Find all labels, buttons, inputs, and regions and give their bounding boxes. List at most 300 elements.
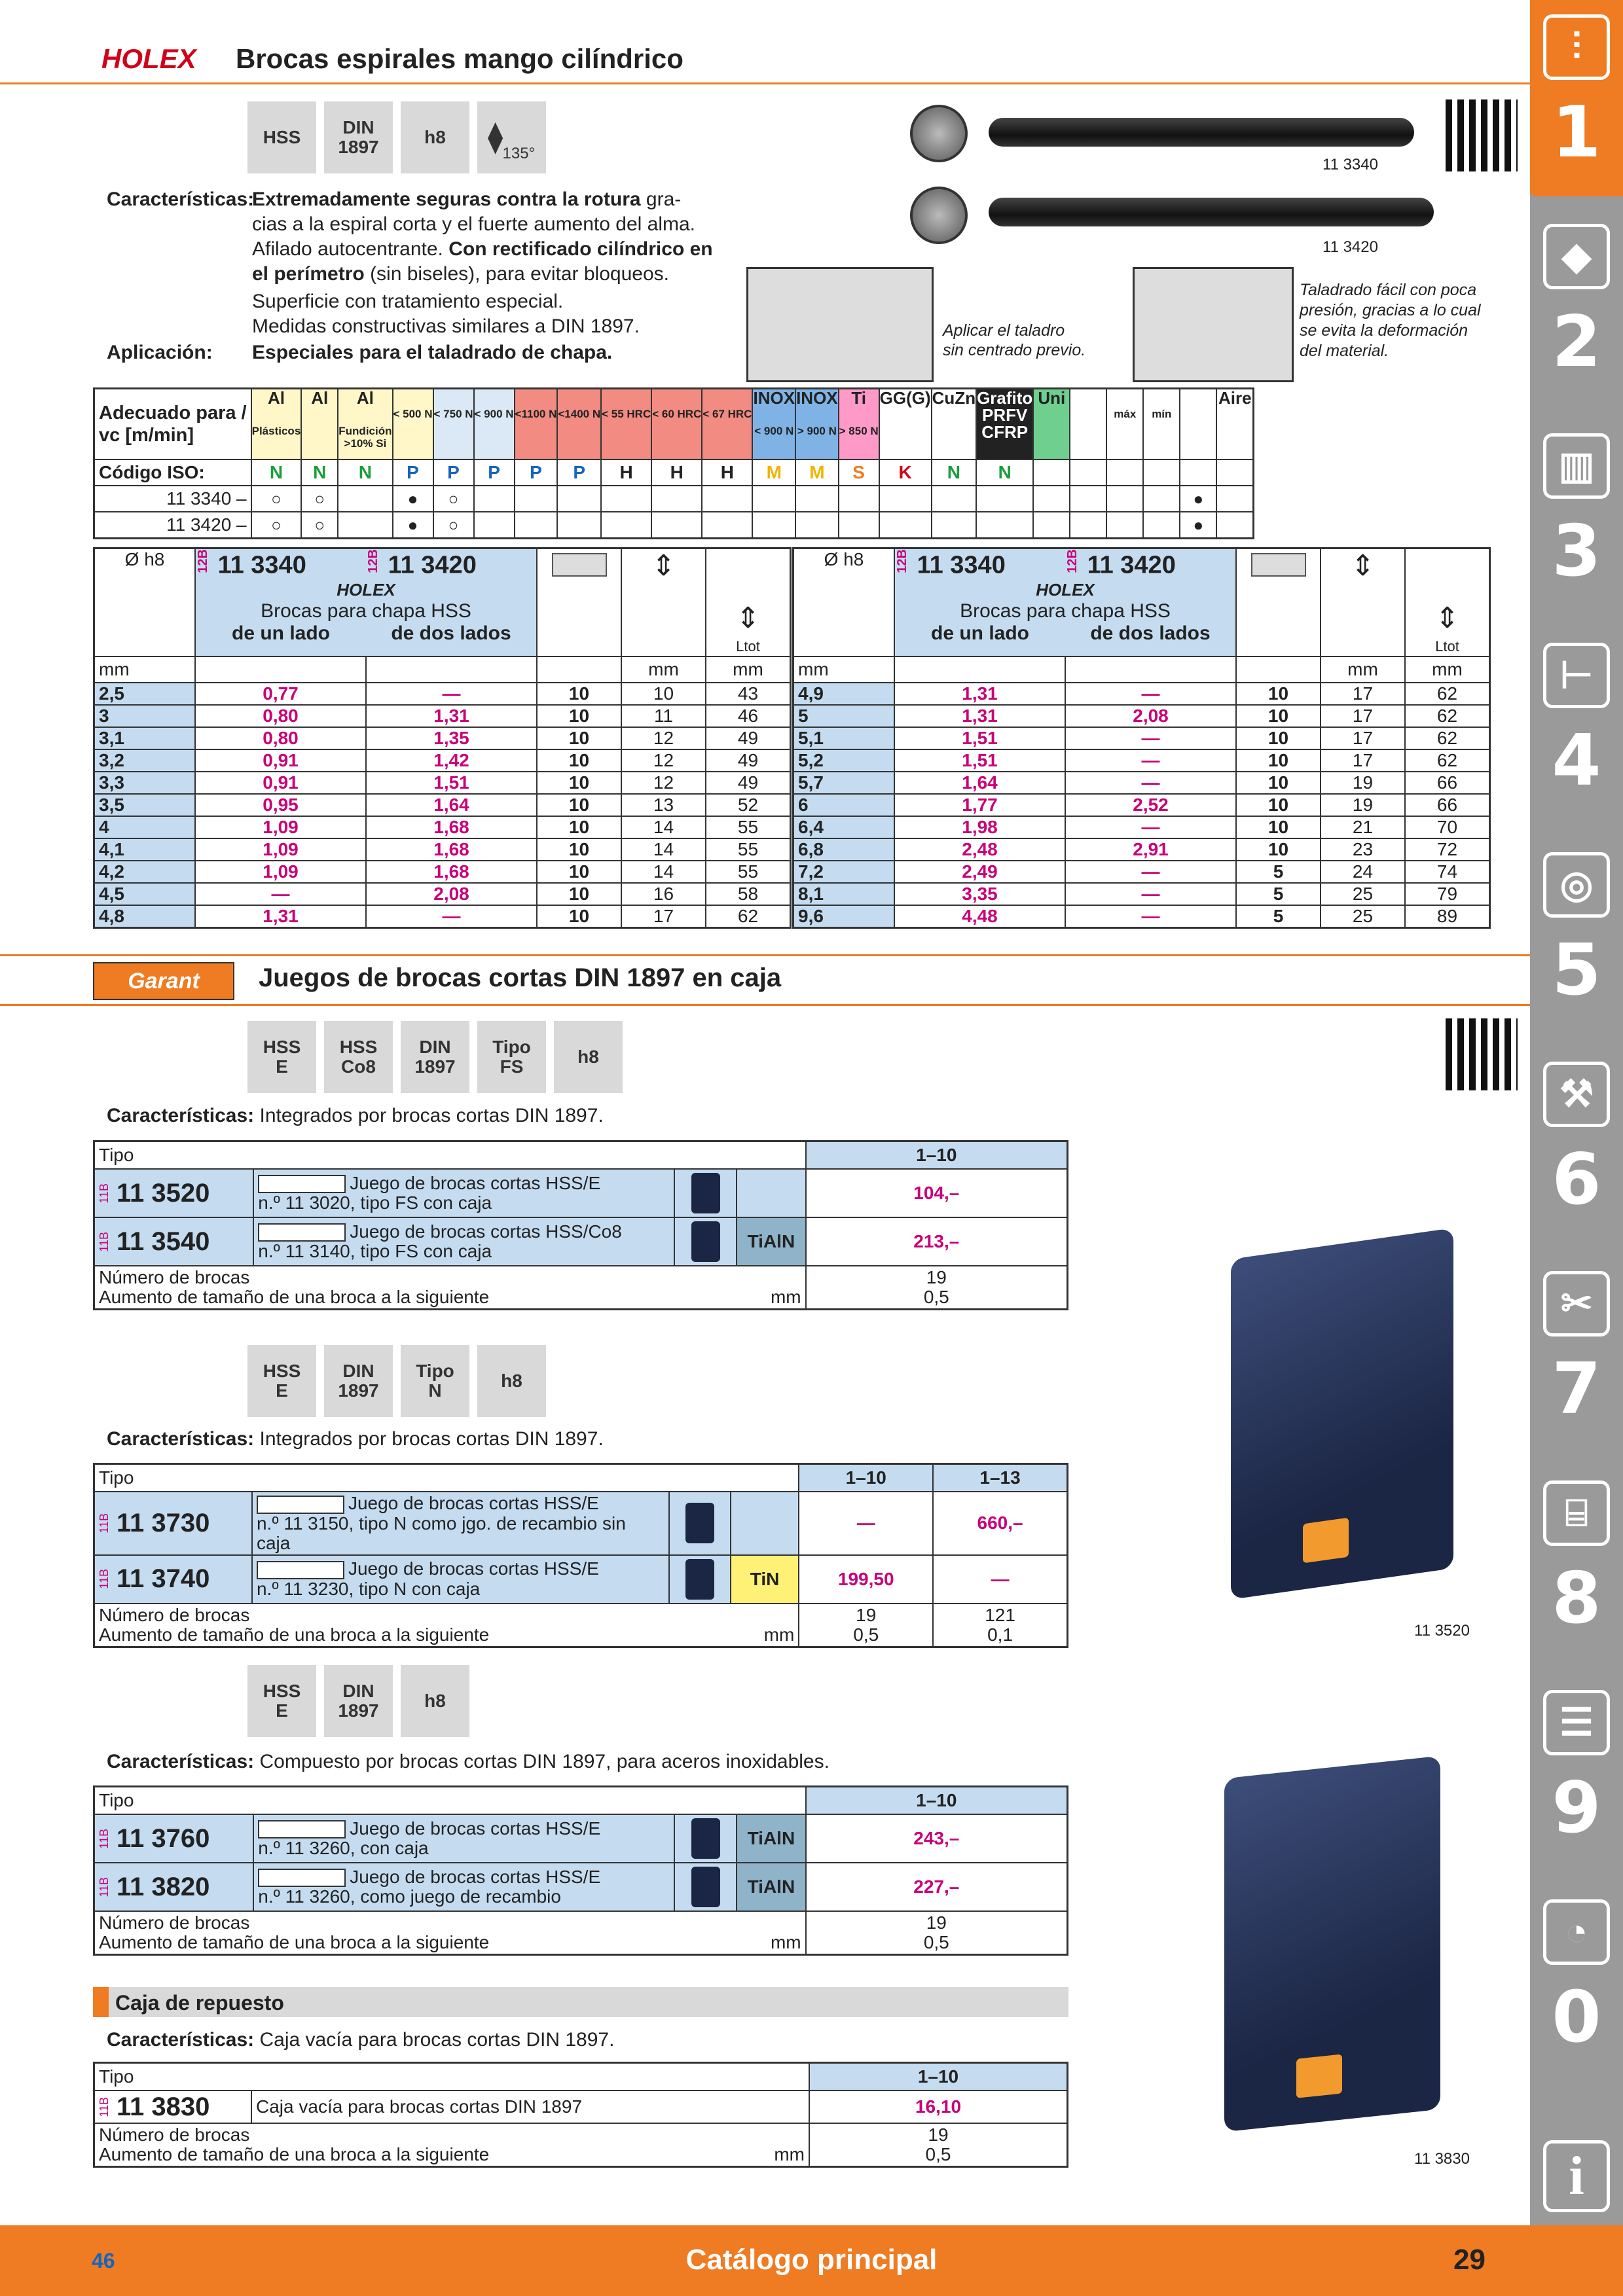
product-row[interactable]	[94, 1814, 1068, 1863]
col-tipo: Tipo	[94, 1464, 799, 1492]
iso-code	[1033, 459, 1070, 486]
table-cell: 4,8	[94, 905, 196, 928]
table-cell: 43	[706, 683, 791, 705]
table-cell: 1,68	[366, 838, 537, 861]
suitability-mark	[1070, 512, 1106, 539]
suitability-mark	[1216, 486, 1254, 512]
table-cell: 0,77	[195, 683, 366, 705]
total-length-icon: ⇕	[1435, 601, 1459, 634]
drilling-illustration-left	[746, 267, 934, 382]
iso-code	[1180, 459, 1216, 486]
spec-chip: DIN 1897	[401, 1021, 469, 1093]
table-row	[793, 705, 1490, 727]
suitability-mark: ●	[393, 512, 433, 539]
price-cell: 243,–	[806, 1814, 1068, 1863]
wrench-icon: ⚒	[1543, 1062, 1610, 1127]
coating-badge	[737, 1169, 805, 1217]
grinding-disc-icon: ◎	[1543, 852, 1610, 918]
iso-code: S	[839, 459, 879, 486]
table-cell: Número de brocas	[99, 1604, 250, 1625]
catalog-title: Catálogo principal	[685, 2244, 938, 2276]
table-cell: 62	[1405, 749, 1490, 772]
suitability-mark	[474, 512, 515, 539]
table-cell: n.º 11 3150, tipo N como jgo. de recambio sin caja	[256, 1513, 626, 1553]
suitability-mark: ○	[251, 486, 302, 512]
chapter-tab-5[interactable]: ◎ 5	[1538, 838, 1615, 1034]
product-row[interactable]	[94, 1555, 1068, 1604]
table-cell: 1,31	[195, 905, 366, 928]
suitability-mark	[976, 486, 1033, 512]
suitability-mark	[651, 512, 702, 539]
table-cell: 5	[1236, 905, 1321, 928]
suitability-mark	[879, 486, 932, 512]
table-row	[94, 772, 791, 794]
info-icon: i	[1543, 2140, 1610, 2212]
table-cell: 62	[1405, 683, 1490, 705]
table-cell: —	[1065, 816, 1236, 838]
table-cell: 17	[621, 905, 706, 928]
drilling-illustration-right	[1133, 267, 1294, 382]
material-col: mín	[1143, 389, 1180, 460]
table-row	[793, 772, 1490, 794]
table-cell: 3,35	[894, 883, 1065, 905]
chip-din: DIN 1897	[324, 101, 393, 173]
caption-right: Taladrado fácil con poca presión, gracias a lo cual se evita la deformación del material.	[1300, 281, 1481, 360]
garant-logo	[258, 1223, 346, 1242]
table-cell: 66	[1405, 772, 1490, 794]
table-row	[793, 794, 1490, 816]
table-cell: 1,51	[894, 727, 1065, 749]
table-cell: 10	[537, 883, 621, 905]
table-row	[94, 727, 791, 749]
table-cell: 3,2	[94, 749, 196, 772]
table-cell: 9,6	[793, 905, 895, 928]
suitability-mark	[338, 512, 392, 539]
table-row	[793, 727, 1490, 749]
table-cell: 4,48	[894, 905, 1065, 928]
table-cell: 74	[1405, 861, 1490, 883]
table-cell: 10	[621, 683, 706, 705]
table-cell: 49	[706, 727, 791, 749]
spec-chip: h8	[554, 1021, 623, 1093]
material-col: Ti > 850 N	[839, 389, 879, 460]
holex-logo: HOLEX	[337, 579, 395, 600]
table-cell: 62	[706, 905, 791, 928]
table-cell: 49	[706, 772, 791, 794]
iso-code: P	[393, 459, 433, 486]
col-range: 1–10	[799, 1464, 933, 1492]
table-cell: —	[366, 683, 537, 705]
product-row[interactable]	[94, 1863, 1068, 1911]
col-range: 1–10	[806, 1141, 1068, 1170]
table-cell: 1,68	[366, 816, 537, 838]
table-cell: —	[1065, 727, 1236, 749]
table-cell: 10	[537, 749, 621, 772]
order-code: 11 3540	[117, 1227, 210, 1256]
chip-h8: h8	[401, 101, 469, 173]
insert-icon: ◆	[1543, 224, 1610, 289]
suitability-mark	[976, 512, 1033, 539]
material-col: < 750 N	[433, 389, 474, 460]
garant-logo	[257, 1496, 344, 1514]
table-cell: 10	[537, 772, 621, 794]
table-cell: 19	[856, 1604, 877, 1625]
row-label: 11 3420 –	[94, 512, 251, 539]
table-cell: 58	[706, 883, 791, 905]
cabinet-icon: ☰	[1543, 1690, 1610, 1755]
table-cell: 17	[1321, 705, 1405, 727]
product-thumbnail	[669, 1492, 731, 1555]
spec-chip: DIN 1897	[324, 1345, 393, 1417]
table-cell: 16	[621, 883, 706, 905]
material-col: < 60 HRC	[651, 389, 702, 460]
iso-code: N	[976, 459, 1033, 486]
table-cell: 12	[621, 749, 706, 772]
table-cell: 19	[1321, 772, 1405, 794]
suitability-mark	[752, 486, 795, 512]
suitability-mark	[752, 512, 795, 539]
iso-code: H	[651, 459, 702, 486]
price-cell: 660,–	[933, 1492, 1067, 1555]
table-cell: 1,09	[195, 861, 366, 883]
chapter-tab-7[interactable]: ✂ 7	[1538, 1257, 1615, 1453]
set-table-2	[93, 1463, 1068, 1648]
table-cell: 5,7	[793, 772, 895, 794]
coating-badge: TiN	[731, 1555, 799, 1604]
chapter-tab-4[interactable]: ⊢ 4	[1538, 628, 1615, 825]
table-row	[94, 816, 791, 838]
table-cell: Caja vacía para brocas cortas DIN 1897	[251, 2090, 809, 2123]
table-cell: 2,48	[894, 838, 1065, 861]
iso-code: N	[338, 459, 392, 486]
suitability-mark: ●	[393, 486, 433, 512]
chapter-tab-0[interactable]: ◔ 0	[1538, 1885, 1615, 2081]
suitability-mark: ○	[433, 512, 474, 539]
suitability-mark: ●	[1180, 486, 1216, 512]
table-cell: 72	[1405, 838, 1490, 861]
product-thumbnail	[674, 1169, 737, 1217]
table-cell: 1,51	[894, 749, 1065, 772]
total-length-icon: ⇕	[736, 601, 760, 634]
table-row	[793, 683, 1490, 705]
table-cell: Aumento de tamaño de una broca a la siguiente	[99, 1932, 490, 1952]
material-col: CuZn	[932, 389, 976, 460]
caption-left: Aplicar el taladro sin centrado previo.	[943, 321, 1086, 359]
iso-code: N	[932, 459, 976, 486]
table-row	[793, 838, 1490, 861]
table-cell: Número de brocas	[99, 2125, 250, 2145]
order-code: 11 3740	[117, 1564, 210, 1594]
table-cell: 17	[1321, 749, 1405, 772]
chapter-tab-3[interactable]: ▥ 3	[1538, 419, 1615, 615]
table-cell: 1,77	[894, 794, 1065, 816]
col-diameter: Ø h8	[793, 548, 895, 656]
suitability-mark	[1070, 486, 1106, 512]
spare-table	[93, 2062, 1068, 2168]
table-cell: 6,4	[793, 816, 895, 838]
garant-logo	[258, 1820, 346, 1839]
spec-chip: Tipo FS	[477, 1021, 546, 1093]
material-label: Adecuado para / vc [m/min]	[94, 389, 251, 460]
code-113340: 11 3340	[217, 551, 306, 579]
price-cell: 16,10	[809, 2090, 1068, 2123]
suitability-mark	[795, 486, 839, 512]
table-cell: 1,64	[366, 794, 537, 816]
chapter-tab-9[interactable]: ☰ 9	[1538, 1676, 1615, 1872]
chapter-tab-6[interactable]: ⚒ 6	[1538, 1047, 1615, 1244]
page-title: Brocas espirales mango cilíndrico	[236, 43, 684, 74]
drill-photo-113340	[989, 118, 1414, 147]
suitability-mark	[1106, 486, 1143, 512]
spec-chip: DIN 1897	[324, 1665, 393, 1737]
dim-table-left: Ø h8 12B 11 3340 12B 11 3420 HOLEX Brocas para chapa HSS de un lado de dos lados ⇕ ⇕ Ltot mm mm mm 2,5 0,77 — 10 10 43 3 0,80 1,31 10 11 46 3,1 0,80 1,35 10 12 49 3,2 0,91 1,42 10 12 49 3,3 0,91 1,51 10 12 49 3,5 0,95 1,64 10 13 52 4 1,09 1,68 10 14 55 4,1 1,09 1,68 10 14 55 4,2 1,09 1,68 10 14 55 4,5 — 2,08 10 16 58 4,8 1,31 — 10 17 62	[93, 547, 792, 929]
chapter-tab-info[interactable]	[1538, 2094, 1615, 2225]
table-row	[94, 749, 791, 772]
table-cell: 19	[926, 1267, 947, 1287]
table-row	[793, 816, 1490, 838]
material-col: Al Plásticos	[251, 389, 302, 460]
garant-logo	[257, 1561, 344, 1579]
table-cell: 3,1	[94, 727, 196, 749]
suitability-mark	[515, 486, 558, 512]
price-cell: 213,–	[806, 1217, 1068, 1266]
table-row	[94, 838, 791, 861]
table-cell: Aumento de tamaño de una broca a la siguiente	[99, 1624, 490, 1645]
table-cell: —	[1065, 883, 1236, 905]
table-row	[94, 861, 791, 883]
dim-table-right: Ø h8 12B 11 3340 12B 11 3420 HOLEX Brocas para chapa HSS de un lado de dos lados ⇕ ⇕ Ltot mm mm mm 4,9 1,31 — 10 17 62 5 1,31 2,08 10 17 62 5,1 1,51 — 10 17 62 5,2 1,51 — 10 17 62 5,7 1,64 — 10 19 66 6 1,77 2,52 10 19 66 6,4 1,98 — 10 21 70 6,8 2,48 2,91 10 23 72 7,2 2,49 — 5 24 74 8,1 3,35 — 5 25 79 9,6 4,48 — 5 25 89	[792, 547, 1491, 929]
table-cell: 49	[706, 749, 791, 772]
table-cell: 0,91	[195, 772, 366, 794]
table-cell: Juego de brocas cortas HSS/E	[348, 1493, 599, 1513]
table-cell: 7,2	[793, 861, 895, 883]
chapter-tab-8[interactable]: ⌸ 8	[1538, 1466, 1615, 1662]
material-col: Uni	[1033, 389, 1070, 460]
table-cell: 70	[1405, 816, 1490, 838]
table-cell: 6,8	[793, 838, 895, 861]
chip-hss: HSS	[247, 101, 316, 173]
chapter-tab-1[interactable]: ⫶ 1	[1530, 0, 1623, 196]
table-cell: Juego de brocas cortas HSS/E	[350, 1818, 601, 1839]
table-cell: 10	[537, 705, 621, 727]
page-number-right: 29	[1453, 2244, 1486, 2276]
table-cell: 55	[706, 816, 791, 838]
code-113420: 11 3420	[388, 551, 477, 579]
table-cell: 62	[1405, 727, 1490, 749]
order-code: 11 3730	[117, 1508, 210, 1537]
table-cell: n.º 11 3140, tipo FS con caja	[258, 1241, 492, 1262]
suitability-mark: ○	[301, 512, 338, 539]
col-tipo: Tipo	[94, 2063, 810, 2091]
table-cell: 1,64	[894, 772, 1065, 794]
table-cell: n.º 11 3260, con caja	[258, 1838, 429, 1859]
table-cell: 3	[94, 705, 196, 727]
table-cell: 1,09	[195, 816, 366, 838]
table-cell: 10	[1236, 838, 1321, 861]
table-cell: Juego de brocas cortas HSS/Co8	[350, 1221, 622, 1242]
table-cell: n.º 11 3020, tipo FS con caja	[258, 1193, 492, 1213]
suitability-mark	[702, 486, 752, 512]
coating-badge: TiAlN	[737, 1217, 805, 1266]
product-row[interactable]	[94, 2090, 1068, 2123]
suitability-mark	[515, 512, 558, 539]
table-cell: Aumento de tamaño de una broca a la siguiente	[99, 2144, 490, 2164]
garant-logo: Garant	[93, 962, 234, 1000]
table-cell: 21	[1321, 816, 1405, 838]
suitability-mark	[557, 486, 601, 512]
table-cell: 1,09	[195, 838, 366, 861]
iso-code: H	[702, 459, 752, 486]
table-cell: 13	[621, 794, 706, 816]
table-cell: 1,98	[894, 816, 1065, 838]
garant-logo	[258, 1175, 346, 1193]
material-col: GG(G)	[879, 389, 932, 460]
suitability-mark	[601, 512, 651, 539]
table-cell: 62	[1405, 705, 1490, 727]
col-tipo: Tipo	[94, 1787, 806, 1815]
table-cell: 12	[621, 727, 706, 749]
table-cell: 0,5	[925, 2144, 951, 2164]
table-row	[94, 705, 791, 727]
spare-box-band: Caja de repuesto	[93, 1987, 1068, 2017]
table-row	[94, 683, 791, 705]
qr-code[interactable]	[1446, 1018, 1518, 1090]
iso-code: P	[474, 459, 515, 486]
material-col	[1070, 389, 1106, 460]
table-cell: 10	[1236, 705, 1321, 727]
suitability-mark	[879, 512, 932, 539]
pack-icon	[537, 548, 621, 656]
table-cell: 8,1	[793, 883, 895, 905]
footer-bar	[0, 2225, 1623, 2296]
group-label: 11B	[98, 2096, 111, 2117]
section-rule	[0, 1004, 1530, 1006]
order-code: 11 3520	[117, 1178, 210, 1208]
table-cell: 25	[1321, 883, 1405, 905]
coating-badge	[731, 1492, 799, 1555]
table-cell: 1,31	[366, 705, 537, 727]
table-cell: 14	[621, 861, 706, 883]
table-cell: 0,5	[923, 1932, 949, 1952]
table-cell: 5,2	[793, 749, 895, 772]
table-cell: —	[1065, 861, 1236, 883]
table-cell: 10	[537, 861, 621, 883]
table-row	[793, 905, 1490, 928]
section-title: Juegos de brocas cortas DIN 1897 en caja	[259, 963, 782, 992]
table-cell: 1,35	[366, 727, 537, 749]
table-cell: 10	[1236, 727, 1321, 749]
holex-logo: HOLEX	[101, 43, 196, 74]
order-code: 11 3760	[117, 1823, 210, 1853]
suitability-mark	[1106, 512, 1143, 539]
table-cell: 10	[1236, 816, 1321, 838]
table-cell: 17	[1321, 727, 1405, 749]
order-code: 11 3820	[117, 1872, 210, 1901]
table-cell: 10	[537, 794, 621, 816]
qr-code[interactable]	[1446, 99, 1518, 171]
table-cell: 46	[706, 705, 791, 727]
pliers-icon: ✂	[1543, 1271, 1610, 1336]
product-row[interactable]	[94, 1217, 1068, 1266]
chuck-icon: ▥	[1543, 433, 1610, 499]
table-cell: 10	[1236, 794, 1321, 816]
table-cell: n.º 11 3230, tipo N con caja	[256, 1578, 481, 1599]
table-cell: Juego de brocas cortas HSS/E	[350, 1866, 601, 1887]
iso-code	[1143, 459, 1180, 486]
order-code: 11 3830	[117, 2092, 210, 2121]
suitability-mark	[795, 512, 839, 539]
product-row[interactable]	[94, 1492, 1068, 1555]
suitability-mark	[557, 512, 601, 539]
col-range: 1–10	[809, 2063, 1068, 2091]
set-table-3	[93, 1785, 1068, 1956]
table-cell: 10	[537, 816, 621, 838]
spec-chip: HSS E	[247, 1021, 316, 1093]
table-cell: 10	[537, 683, 621, 705]
table-cell: mm	[763, 1624, 795, 1645]
table-row	[793, 749, 1490, 772]
spec-chip: HSS Co8	[324, 1021, 393, 1093]
table-cell: —	[1065, 749, 1236, 772]
table-cell: 79	[1405, 883, 1490, 905]
material-col: <1100 N	[515, 389, 558, 460]
table-cell: 121	[985, 1604, 1015, 1625]
table-cell: 1,51	[366, 772, 537, 794]
col-tipo: Tipo	[94, 1141, 806, 1170]
row-label: 11 3340 –	[94, 486, 251, 512]
iso-code: H	[601, 459, 651, 486]
suitability-mark	[601, 486, 651, 512]
features-block: Características: Extremadamente seguras contra la rotura gra- cias a la espiral corta y el fuerte aumento del alma. Afilado autocentrante. Con rectificado cilíndrico en el perímetro (sin biseles), para evitar bloqueos. Superficie con tratamiento especial. Medidas constructivas similares a DIN 1897. Aplicación: Especiales para el taladrado de chapa.	[107, 188, 713, 363]
table-cell: —	[1065, 772, 1236, 794]
caliper-icon: ⊢	[1543, 643, 1610, 708]
table-cell: 0,1	[987, 1624, 1013, 1645]
suitability-mark	[932, 512, 976, 539]
group-label: 11B	[98, 1513, 111, 1534]
material-col: <1400 N	[557, 389, 601, 460]
table-cell: 1,31	[894, 683, 1065, 705]
chapter-tab-2[interactable]: ◆ 2	[1538, 209, 1615, 406]
group-label: 11B	[98, 1183, 111, 1204]
suitability-mark	[932, 486, 976, 512]
table-cell: 0,5	[923, 1287, 949, 1307]
iso-code: N	[301, 459, 338, 486]
flute-length-icon: ⇕	[621, 548, 706, 656]
material-table	[93, 387, 1254, 539]
material-col: < 67 HRC	[702, 389, 752, 460]
table-cell: 0,80	[195, 727, 366, 749]
table-cell: 24	[1321, 861, 1405, 883]
drill-tip-icon	[910, 105, 968, 162]
garant-logo	[258, 1869, 346, 1887]
suitability-mark	[702, 512, 752, 539]
iso-code: N	[251, 459, 302, 486]
table-cell: 2,49	[894, 861, 1065, 883]
set-table-1	[93, 1140, 1068, 1310]
suitability-mark	[1143, 512, 1180, 539]
coating-badge: TiAlN	[737, 1863, 805, 1911]
table-row	[793, 861, 1490, 883]
table-cell: 10	[1236, 683, 1321, 705]
suitability-mark	[1143, 486, 1180, 512]
product-row[interactable]	[94, 1169, 1068, 1217]
table-cell: n.º 11 3260, como juego de recambio	[258, 1886, 561, 1907]
drill-bit-icon: ⫶	[1543, 14, 1610, 80]
table-cell: 25	[1321, 905, 1405, 928]
table-cell: 4,2	[94, 861, 196, 883]
suitability-mark	[338, 486, 392, 512]
table-cell: 55	[706, 861, 791, 883]
